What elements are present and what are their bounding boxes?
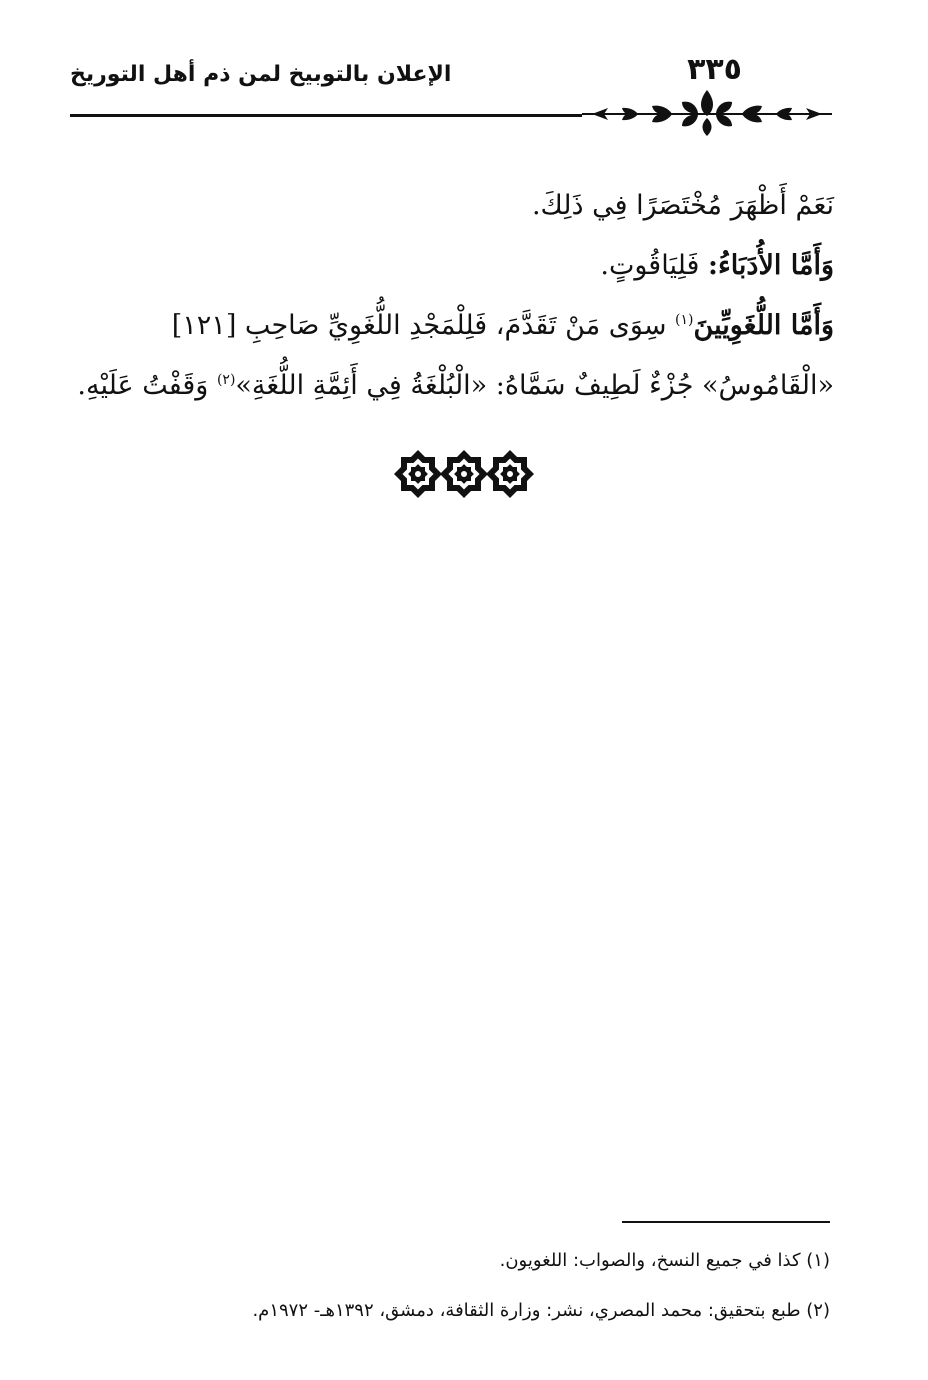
running-title: الإعلان بالتوبيخ لمن ذم أهل التوريخ: [70, 62, 452, 87]
footnote-1: (١) كذا في جميع النسخ، والصواب: اللغويون.: [499, 1250, 830, 1271]
header-rule: [70, 114, 582, 117]
paragraph-2: [70, 236, 834, 296]
page-header: [70, 52, 832, 142]
footnote-ref-2[interactable]: (٢): [216, 372, 236, 388]
paragraph-1: نَعَمْ أَظْهَرَ مُخْتَصَرًا فِي ذَلِكَ.: [531, 190, 834, 221]
footnote-2: (٢) طبع بتحقيق: محمد المصري، نشر: وزارة الثقافة، دمشق، ١٣٩٢هـ- ١٩٧٢م.: [252, 1300, 830, 1321]
triple-star-ornament-icon: [394, 448, 534, 500]
floral-band-ornament-icon: [582, 86, 832, 138]
paragraph-2-text: فَلِيَاقُوتٍ.: [600, 250, 709, 281]
page-number: ٣٣٥: [687, 52, 742, 87]
section-divider: [0, 448, 928, 508]
paragraph-3-text: سِوَى مَنْ تَقَدَّمَ، فَلِلْمَجْدِ اللُّغَوِيِّ صَاحِبِ [١٢١] «الْقَامُوسُ» جُزْءٌ لَطِيفٌ سَمَّاهُ: «الْبُلْغَةُ فِي أَئِمَّةِ اللُّغَةِ»: [171, 310, 834, 401]
paragraph-3-lead: وَأَمَّا اللُّغَوِيِّينَ: [693, 310, 834, 341]
main-text: [70, 176, 834, 416]
footnote-ref-1[interactable]: (١): [675, 312, 694, 328]
footnotes: [130, 1236, 830, 1336]
footnote-rule: [622, 1221, 830, 1223]
paragraph-3-end: وَقَفْتُ عَلَيْهِ.: [77, 370, 217, 401]
paragraph-3: [70, 296, 834, 416]
paragraph-2-lead: وَأَمَّا الأُدَبَاءُ:: [708, 250, 834, 281]
